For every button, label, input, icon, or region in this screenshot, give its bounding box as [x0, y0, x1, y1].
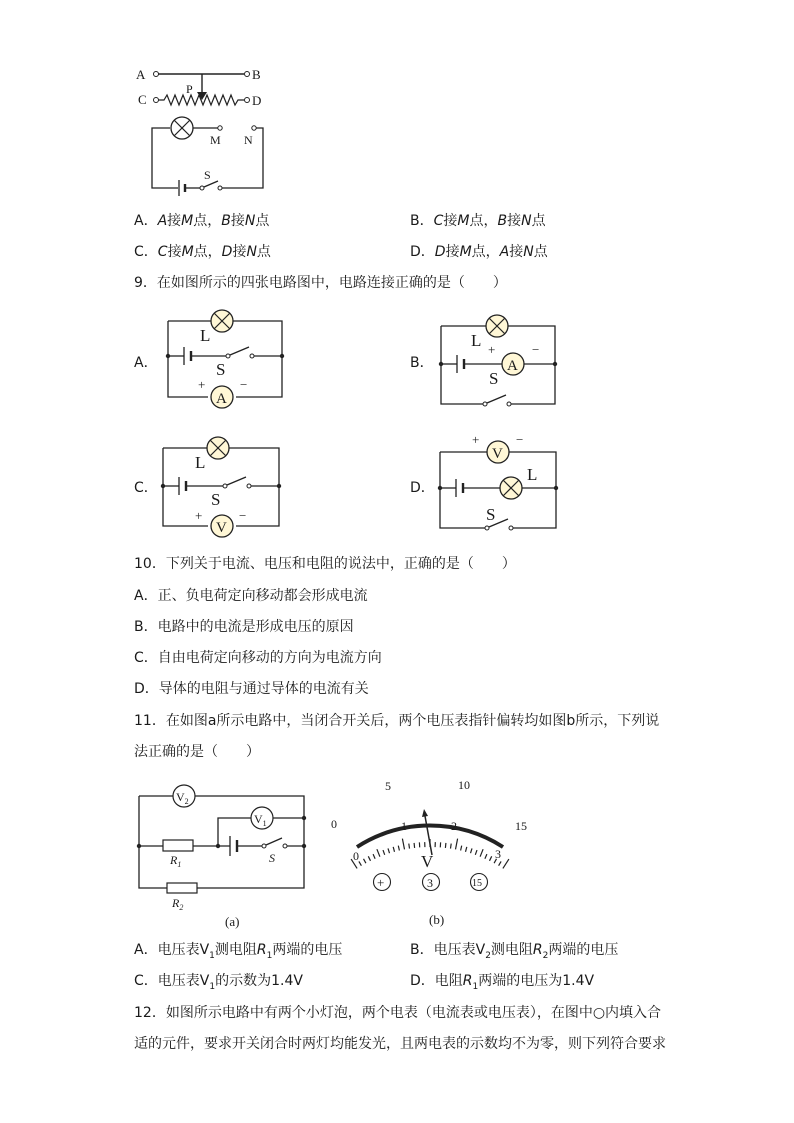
slider-label-p: P — [186, 82, 193, 96]
v1-label: $V_1$ — [254, 812, 267, 828]
dial-needle-tip — [422, 809, 428, 817]
dial-tick — [388, 848, 390, 853]
svg-text:L: L — [195, 453, 206, 472]
dial-tick — [383, 850, 385, 855]
dial-tick — [456, 839, 458, 850]
q11-stem-line-2: 法正确的是（ ） — [134, 744, 260, 760]
dial-tick — [368, 856, 370, 861]
svg-text:+: + — [472, 432, 480, 447]
q8-circuit-figure — [130, 60, 290, 195]
svg-text:15: 15 — [472, 878, 482, 889]
svg-text:S: S — [486, 505, 496, 524]
q9-option-d-circuit — [432, 430, 567, 540]
q11-voltmeter-dial-figure-b — [325, 775, 540, 930]
svg-text:3: 3 — [427, 876, 433, 890]
dial-tick — [364, 859, 366, 863]
circuit-wire — [152, 128, 178, 188]
dial-needle — [425, 816, 432, 855]
switch-contact — [218, 186, 222, 190]
q9-option-a-circuit — [160, 305, 290, 410]
svg-text:R2: $R_2$ — [172, 896, 184, 912]
svg-text:R1: $R_1$ — [170, 853, 182, 869]
q9-option-b-label[interactable]: B． — [410, 355, 434, 371]
q10-option-c[interactable]: C．自由电荷定向移动的方向为电流方向 — [134, 650, 382, 666]
svg-text:S: S — [211, 490, 221, 509]
dial-tick — [393, 847, 394, 852]
q8-option-d[interactable]: D．D接M点，A接N点 — [410, 244, 548, 260]
terminal-n — [252, 126, 256, 130]
q8-option-a[interactable]: A．A接M点，B接N点 — [134, 213, 270, 229]
q11-option-d[interactable]: D．电阻$R_1$两端的电压为1.4V — [410, 973, 595, 992]
q8-option-c[interactable]: C．C接M点，D接N点 — [134, 244, 271, 260]
switch-pivot — [200, 186, 204, 190]
q9-option-a-label[interactable]: A． — [134, 355, 158, 371]
dial-tick — [461, 846, 462, 851]
q9-option-b-circuit — [433, 310, 563, 410]
dial-tick — [503, 859, 509, 868]
svg-text:2: 2 — [451, 819, 457, 833]
svg-text:V: V — [216, 520, 227, 536]
dial-tick — [485, 854, 487, 859]
q12-stem-line-1: 12．如图所示电路中有两个小灯泡，两个电表（电流表或电压表），在图中○内填入合 — [134, 1005, 662, 1021]
terminal-b — [245, 72, 250, 77]
svg-text:+: + — [198, 377, 206, 392]
svg-text:V: V — [492, 446, 503, 462]
terminal-c — [154, 98, 159, 103]
q8-option-b[interactable]: B．C接M点，B接N点 — [410, 213, 546, 229]
resistor-r2 — [167, 883, 197, 893]
svg-text:3: 3 — [495, 847, 501, 861]
svg-text:0: 0 — [331, 817, 337, 831]
switch-label-s: S — [204, 168, 211, 182]
dial-tick — [398, 846, 399, 851]
dial-tick — [466, 847, 467, 852]
q9-stem: 9．在如图所示的四张电路图中，电路连接正确的是（ ） — [134, 275, 507, 291]
q11-circuit-figure-a — [130, 782, 315, 932]
q10-option-a[interactable]: A．正、负电荷定向移动都会形成电流 — [134, 588, 368, 604]
terminal-label-m: M — [210, 133, 221, 147]
dial-tick — [499, 861, 502, 865]
dial-tick — [373, 854, 375, 859]
svg-text:15: 15 — [515, 819, 527, 833]
svg-text:(a): (a) — [225, 914, 240, 929]
q12-stem-line-2: 适的元件，要求开关闭合时两灯均能发光，且两电表的示数均不为零，则下列符合要求 — [134, 1036, 666, 1052]
terminal-m — [218, 126, 222, 130]
terminal-d — [245, 98, 250, 103]
svg-text:1: 1 — [401, 819, 407, 833]
svg-text:S: S — [269, 851, 275, 865]
dial-tick — [475, 850, 477, 855]
terminal-a — [154, 72, 159, 77]
dial-tick — [402, 839, 404, 850]
svg-text:S: S — [489, 369, 499, 388]
q10-stem: 10．下列关于电流、电压和电阻的说法中，正确的是（ ） — [134, 556, 516, 572]
q9-option-c-circuit — [155, 432, 290, 540]
svg-text:−: − — [516, 432, 524, 447]
terminal-label-b: B — [252, 67, 261, 82]
svg-text:−: − — [532, 342, 540, 357]
svg-text:+: + — [488, 342, 496, 357]
resistor-r1 — [163, 840, 193, 851]
q11-option-a[interactable]: A．电压表$V_1$测电阻$R_1$两端的电压 — [134, 942, 343, 961]
terminal-label-d: D — [252, 93, 262, 108]
dial-tick — [414, 843, 415, 848]
svg-text:0: 0 — [353, 849, 359, 863]
svg-text:L: L — [200, 326, 211, 345]
svg-text:A: A — [507, 358, 518, 374]
svg-text:A: A — [216, 391, 227, 407]
svg-text:−: − — [239, 508, 247, 523]
svg-text:10: 10 — [458, 778, 470, 792]
svg-text:L: L — [471, 331, 482, 350]
v2-label: $V_2$ — [176, 790, 189, 806]
q10-option-d[interactable]: D．导体的电阻与通过导体的电流有关 — [134, 681, 369, 697]
dial-tick — [445, 843, 446, 848]
dial-tick — [409, 844, 410, 849]
terminal-label-c: C — [138, 92, 147, 107]
terminal-label-a: A — [136, 67, 146, 82]
svg-text:L: L — [527, 465, 538, 484]
svg-text:S: S — [216, 360, 226, 379]
dial-tick — [480, 849, 483, 857]
dial-tick — [471, 848, 473, 853]
q11-stem-line-1: 11．在如图a所示电路中，当闭合开关后，两个电压表指针偏转均如图b所示，下列说 — [134, 713, 660, 729]
svg-text:+: + — [377, 875, 385, 890]
q11-option-b[interactable]: B．电压表$V_2$测电阻$R_2$两端的电压 — [410, 942, 619, 961]
dial-tick — [490, 856, 492, 861]
dial-tick — [377, 849, 380, 857]
terminal-label-n: N — [244, 133, 253, 147]
svg-text:5: 5 — [385, 779, 391, 793]
svg-text:−: − — [240, 377, 248, 392]
dial-tick — [359, 861, 362, 865]
q9-option-d-label[interactable]: D． — [410, 480, 435, 496]
dial-tick — [451, 844, 452, 849]
q11-option-c[interactable]: C．电压表$V_1$的示数为1.4V — [134, 973, 303, 992]
q9-option-c-label[interactable]: C． — [134, 480, 158, 496]
svg-text:(b): (b) — [429, 912, 445, 927]
svg-text:+: + — [195, 508, 203, 523]
q10-option-b[interactable]: B．电路中的电流是形成电压的原因 — [134, 619, 354, 635]
svg-text:V: V — [421, 852, 434, 871]
